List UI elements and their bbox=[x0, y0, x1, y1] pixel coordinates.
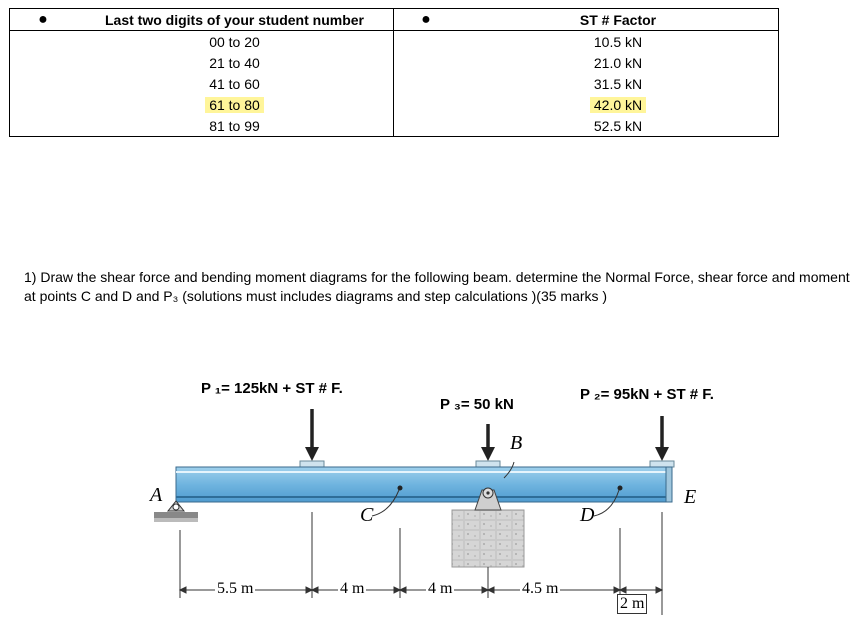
load-arrow-p1 bbox=[300, 409, 324, 467]
dim-label-3: 4 m bbox=[428, 580, 453, 597]
range-cell: 00 to 20 bbox=[209, 33, 260, 50]
factor-cell: 10.5 kN bbox=[593, 33, 643, 50]
factor-cell: 31.5 kN bbox=[593, 75, 643, 92]
p2-label: P ₂= 95kN + ST # F. bbox=[580, 386, 714, 403]
factor-cell-highlighted: 42.0 kN bbox=[590, 97, 646, 113]
header-st-factor: ST # Factor bbox=[458, 9, 779, 31]
point-d-label: D bbox=[580, 504, 595, 526]
p1-label: P ₁= 125kN + ST # F. bbox=[201, 380, 343, 397]
question-text: 1) Draw the shear force and bending moment diagrams for the following beam. determine the Normal Force, shear force and moment at points C and D and P₃ (solutions must includes diagrams and step calculations )(35 marks ) bbox=[24, 269, 850, 304]
dim-label-4: 4.5 m bbox=[522, 580, 559, 597]
dim-label-2: 4 m bbox=[340, 580, 365, 597]
header-student-number: Last two digits of your student number bbox=[76, 9, 394, 31]
range-cell: 21 to 40 bbox=[209, 54, 260, 71]
range-cell-highlighted: 61 to 80 bbox=[205, 97, 264, 113]
point-b-label: B bbox=[510, 432, 523, 454]
bullet-icon: ● bbox=[10, 9, 77, 31]
load-arrow-p3 bbox=[476, 424, 500, 467]
dim-label-5: 2 m bbox=[617, 594, 647, 614]
dimension-line bbox=[180, 512, 662, 615]
range-cell: 81 to 99 bbox=[209, 117, 260, 134]
point-c-marker bbox=[398, 486, 403, 491]
factor-cell: 21.0 kN bbox=[593, 54, 643, 71]
bullet-icon: ● bbox=[394, 9, 459, 31]
p3-label: P ₃= 50 kN bbox=[440, 396, 514, 413]
point-d-marker bbox=[618, 486, 623, 491]
load-arrow-p2 bbox=[650, 416, 674, 467]
point-a-label: A bbox=[150, 484, 163, 506]
range-cell: 41 to 60 bbox=[209, 75, 260, 92]
point-e-label: E bbox=[684, 486, 697, 508]
dim-label-1: 5.5 m bbox=[217, 580, 254, 597]
factor-cell: 52.5 kN bbox=[593, 117, 643, 134]
point-c-label: C bbox=[360, 504, 374, 526]
beam bbox=[176, 467, 672, 502]
